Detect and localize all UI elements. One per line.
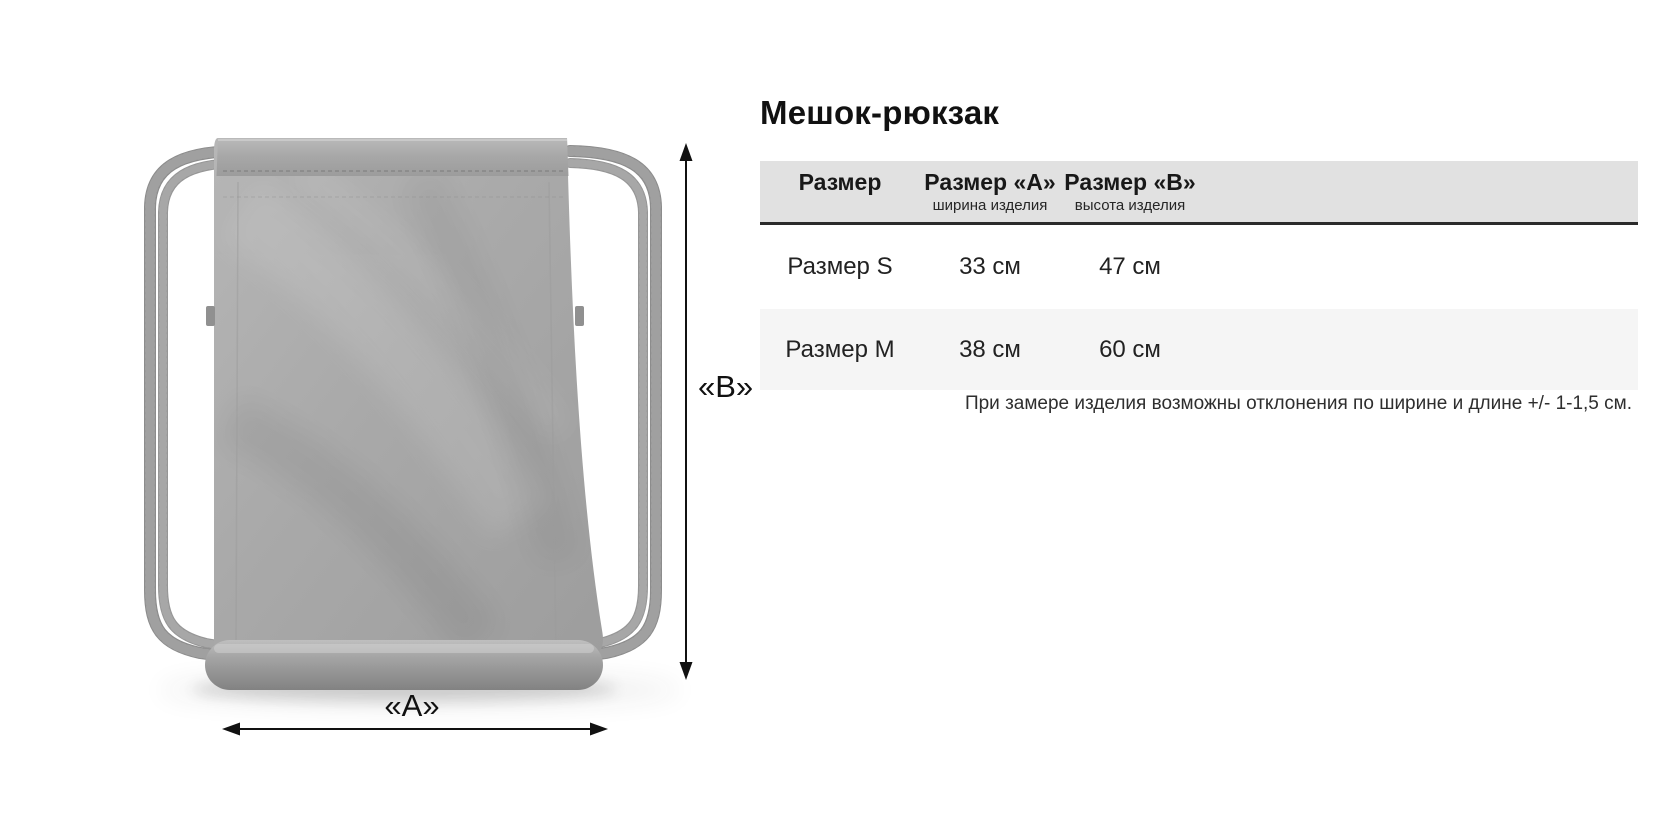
cell-height-b: 60 см [1099, 335, 1161, 363]
bag-body [206, 138, 603, 655]
product-diagram [0, 0, 760, 818]
header-sublabel-b: высота изделия [1074, 197, 1186, 214]
cell-size: Размер M [785, 335, 895, 363]
product-title: Мешок-рюкзак [760, 94, 1000, 131]
cell-width-a: 38 см [959, 335, 1021, 363]
measurement-note: При замере изделия возможны отклонения по ширине и длине +/- 1-1,5 см. [964, 393, 1632, 414]
header-label-b: Размер «В» [1064, 169, 1196, 195]
header-cell-filler [1200, 161, 1638, 222]
table-row [760, 225, 1638, 309]
cell-height-b: 47 см [1099, 253, 1161, 280]
cell-width-a: 33 см [959, 253, 1021, 280]
table-header [760, 161, 1638, 225]
bag-diagram-svg [0, 0, 760, 818]
header-label-size: Размер [798, 169, 882, 195]
bag-top-channel [217, 138, 569, 176]
left-side-tab [206, 306, 215, 326]
header-cell-a [920, 161, 1060, 222]
header-label-a: Размер «А» [924, 169, 1056, 195]
dimension-label-a: «А» [384, 688, 440, 723]
header-sublabel-a: ширина изделия [932, 197, 1048, 214]
bag-bottom-roll [205, 640, 603, 690]
header-cell-b [1060, 161, 1200, 222]
cell-size: Размер S [787, 253, 893, 280]
header-cell-size [760, 161, 920, 222]
size-table-panel [760, 0, 1638, 818]
dimension-label-b: «В» [698, 369, 754, 404]
table-row [760, 309, 1638, 390]
dimension-arrow-b [680, 143, 754, 680]
right-side-tab [575, 306, 584, 326]
